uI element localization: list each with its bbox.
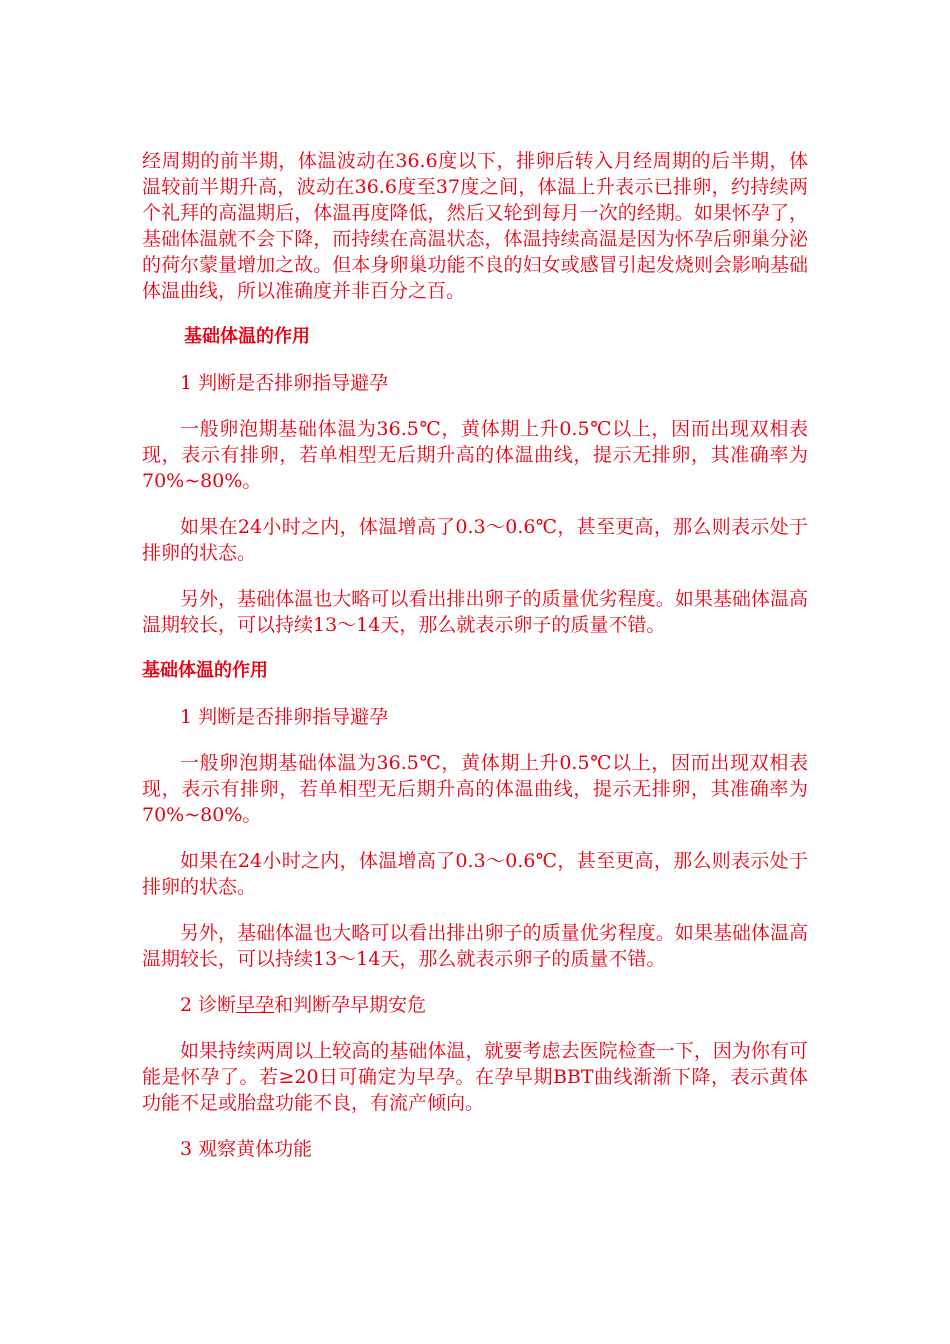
intro-paragraph: 经周期的前半期，体温波动在36.6度以下，排卵后转入月经周期的后半期，体温较前半期升高，波动在36.6度至37度之间，体温上升表示已排卵，约持续两个礼拜的高温期后，体温再度降低，然后又轮到每月一次的经期。如果怀孕了，基础体温就不会下降，而持续在高温状态，体温持续高温是因为怀孕后卵巢分泌的荷尔蒙量增加之故。但本身卵巢功能不良的妇女或感冒引起发烧则会影响基础体温曲线，所以准确度并非百分之百。	[142, 150, 808, 302]
item2-suffix: 和判断孕早期安危	[274, 994, 427, 1016]
paragraph-pregnancy-check: 如果持续两周以上较高的基础体温，就要考虑去医院检查一下，因为你有可能是怀孕了。若≥20日可确定为早孕。在孕早期BBT曲线渐渐下降，表示黄体功能不足或胎盘功能不良，有流产倾向。	[142, 1040, 808, 1114]
document-page	[142, 148, 808, 1182]
section-heading: 基础体温的作用	[142, 660, 268, 681]
list-item-luteal-function: 3 观察黄体功能	[180, 1138, 313, 1160]
paragraph-24-hours-repeat: 如果在24小时之内，体温增高了0.3～0.6℃，甚至更高，那么则表示处于排卵的状态。	[142, 850, 808, 898]
section-heading-indented: 基础体温的作用	[184, 326, 310, 347]
list-item-early-pregnancy	[142, 992, 808, 1018]
early-pregnancy-link[interactable]: 早孕	[236, 994, 275, 1016]
list-item-ovulation: 1 判断是否排卵指导避孕	[180, 372, 389, 394]
paragraph-follicular-repeat: 一般卵泡期基础体温为36.5℃，黄体期上升0.5℃以上，因而出现双相表现，表示有排卵，若单相型无后期升高的体温曲线，提示无排卵，其准确率为70%~80%。	[142, 752, 808, 826]
paragraph-24-hours: 如果在24小时之内，体温增高了0.3～0.6℃，甚至更高，那么则表示处于排卵的状态。	[142, 516, 808, 564]
paragraph-egg-quality-repeat: 另外，基础体温也大略可以看出排出卵子的质量优劣程度。如果基础体温高温期较长，可以持续13～14天，那么就表示卵子的质量不错。	[142, 922, 808, 970]
paragraph-egg-quality: 另外，基础体温也大略可以看出排出卵子的质量优劣程度。如果基础体温高温期较长，可以持续13～14天，那么就表示卵子的质量不错。	[142, 588, 808, 636]
list-item-ovulation-repeat: 1 判断是否排卵指导避孕	[180, 706, 389, 728]
item2-prefix: 2 诊断	[180, 994, 237, 1016]
paragraph-follicular: 一般卵泡期基础体温为36.5℃，黄体期上升0.5℃以上，因而出现双相表现，表示有排卵，若单相型无后期升高的体温曲线，提示无排卵，其准确率为70%~80%。	[142, 418, 808, 492]
